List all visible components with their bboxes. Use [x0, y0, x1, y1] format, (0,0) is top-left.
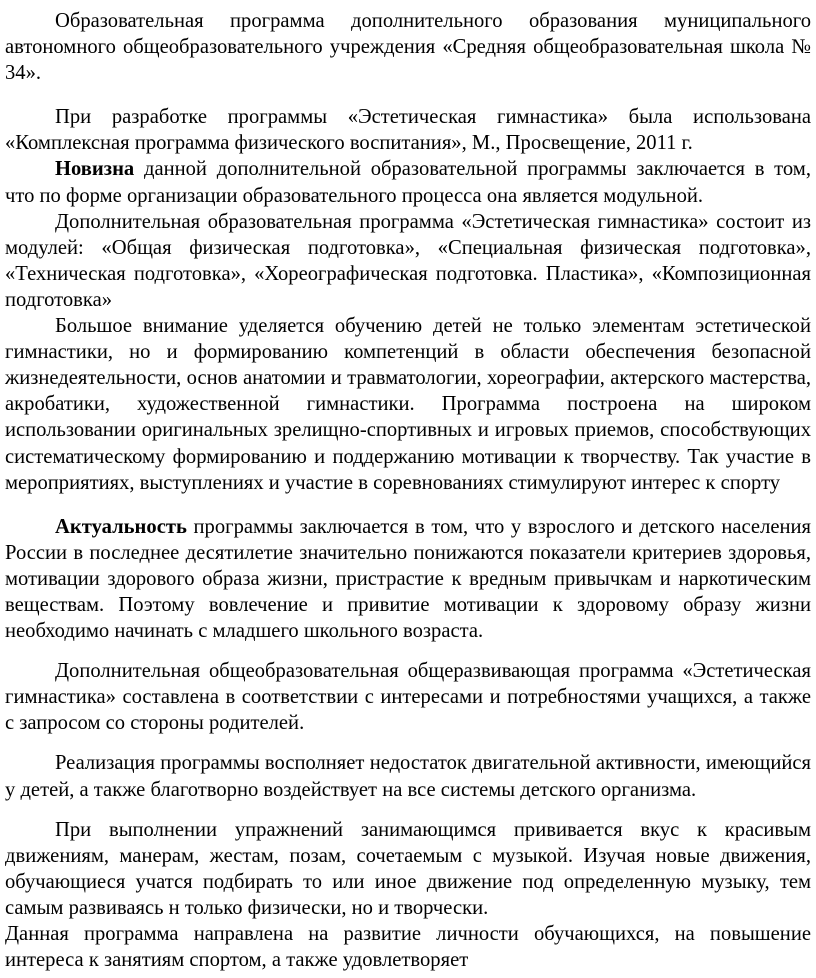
paragraph-modules: Дополнительная образовательная программа «Эстетическая гимнастика» состоит из модулей: «Общая физическая подготовка», «Специальная физическая подготовка», «Техническая подготовка», «Хореографическая подготовка. Пластика», «Композиционная подготовка»: [5, 210, 811, 311]
paragraph-relevance: [5, 514, 811, 644]
novelty-heading: Новизна: [55, 158, 135, 181]
novelty-text: данной дополнительной образовательной программы заключается в том, что по форме организации образовательного процесса она является модульной.: [5, 158, 811, 207]
paragraph-program-basis: Дополнительная общеобразовательная общеразвивающая программа «Эстетическая гимнастика» составлена в соответствии с интересами и потребностями учащихся, а также с запросом со стороны родителей.: [5, 660, 811, 735]
paragraph-novelty: [5, 156, 811, 208]
paragraph-program-aim: Данная программа направлена на развитие личности обучающихся, на повышение интереса к занятиям спортом, а также удовлетворяет: [5, 923, 811, 972]
paragraph-implementation: Реализация программы восполняет недостаток двигательной активности, имеющийся у детей, а также благотворно воздействует на все системы детского организма.: [5, 752, 811, 801]
relevance-text: программы заключается в том, что у взрослого и детского населения России в последнее десятилетие значительно понижаются показатели критериев здоровья, мотивации здорового образа жизни, пристрастие к вредным привычкам и наркотическим веществам. Поэтому вовлечение и привитие мотивации к здоровому образу жизни необходимо начинать с младшего школьного возраста.: [5, 515, 811, 643]
paragraph-source-program: При разработке программы «Эстетическая гимнастика» была использована «Комплексная программа физического воспитания», М., Просвещение, 2011 г.: [5, 106, 811, 155]
paragraph-competencies: Большое внимание уделяется обучению детей не только элементам эстетической гимнастики, но и формированию компетенций в области обеспечения безопасной жизнедеятельности, основ анатомии и травматологии, хореографии, актерского мастерства, акробатики, художественной гимнастики. Программа построена на широком использовании оригинальных зрелищно-спортивных и игровых приемов, способствующих систематическому формированию и поддержанию мотивации к творчеству. Так участие в мероприятиях, выступлениях и участие в соревнованиях стимулируют интерес к спорту: [5, 315, 811, 494]
paragraph-exercises: При выполнении упражнений занимающимся прививается вкус к красивым движениям, манерам, жестам, позам, сочетаемым с музыкой. Изучая новые движения, обучающиеся учатся подбирать то или иное движение под определенную музыку, тем самым развиваясь н только физически, но и творчески.: [5, 818, 811, 919]
paragraph-intro: Образовательная программа дополнительного образования муниципального автономного общеобразовательного учреждения «Средняя общеобразовательная школа № 34».: [5, 10, 811, 85]
relevance-heading: Актуальность: [55, 515, 187, 538]
document-body: [5, 8, 811, 973]
